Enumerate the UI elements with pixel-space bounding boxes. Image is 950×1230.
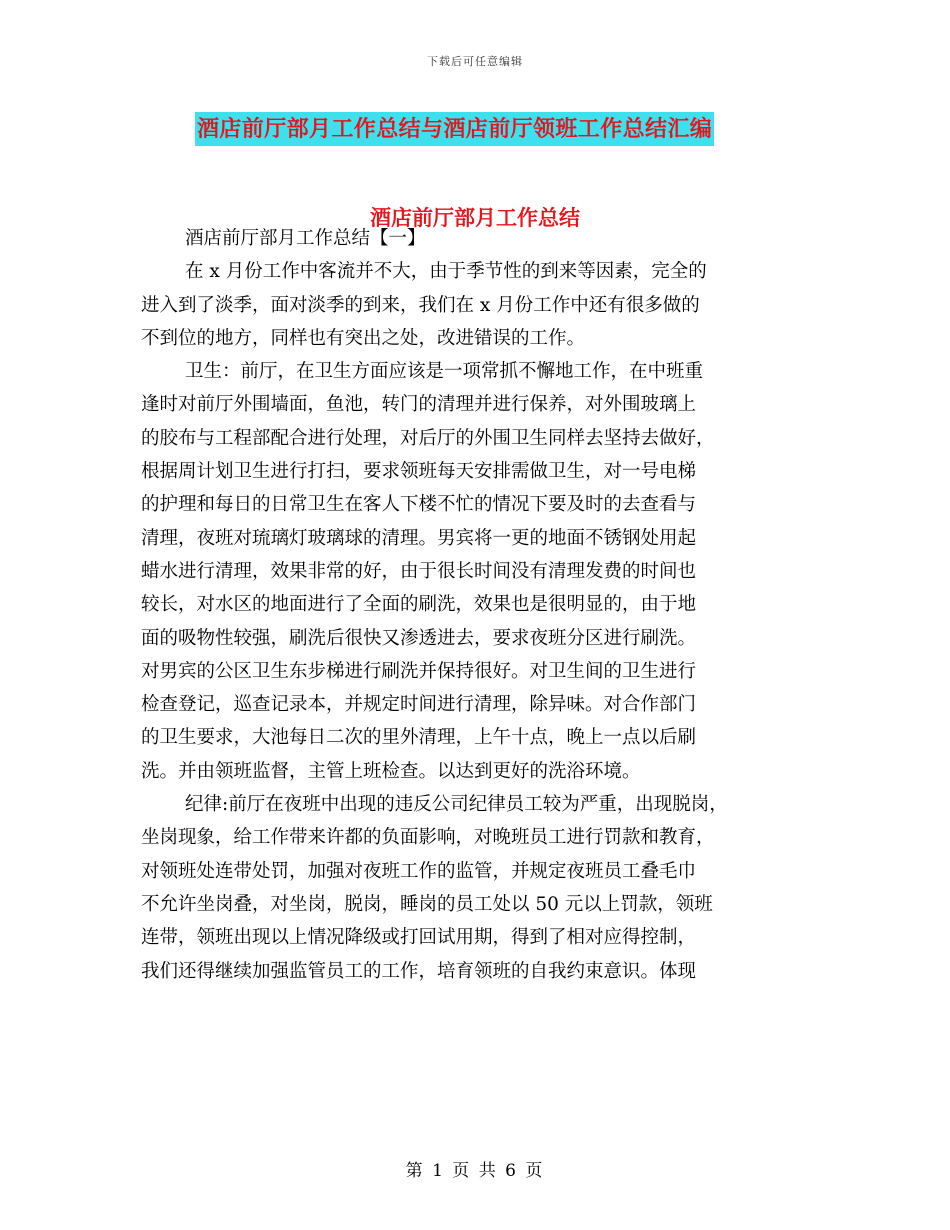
text-line: 连带，领班出现以上情况降级或打回试用期，得到了相对应得控制， (141, 927, 697, 949)
text-line: 蜡水进行清理，效果非常的好，由于很长时间没有清理发费的时间也 (141, 560, 697, 582)
text-line: 坐岗现象，给工作带来许都的负面影响，对晚班员工进行罚款和教育， (141, 827, 715, 849)
text-line: 对领班处连带处罚，加强对夜班工作的监管，并规定夜班员工叠毛巾 (141, 860, 697, 882)
text-line: 面的吸物性较强，刷洗后很快又渗透进去，要求夜班分区进行刷洗。 (141, 627, 697, 649)
text-line: 洗。并由领班监督，主管上班检查。以达到更好的洗浴环境。 (141, 760, 641, 782)
header-note: 下载后可任意编辑 (427, 55, 523, 68)
text-line: 根据周计划卫生进行打扫，要求领班每天安排需做卫生，对一号电梯 (141, 461, 697, 483)
section-title: 酒店前厅部月工作总结 (370, 205, 580, 230)
text-line: 酒店前厅部月工作总结【一】 (185, 228, 426, 249)
text-line: 的护理和每日的日常卫生在客人下楼不忙的情况下要及时的去查看与 (141, 494, 697, 516)
text-line: 进入到了淡季，面对淡季的到来，我们在 x 月份工作中还有很多做的 (141, 294, 700, 316)
text-line: 纪律:前厅在夜班中出现的违反公司纪律员工较为严重，出现脱岗， (185, 794, 728, 816)
text-line: 逢时对前厅外围墙面，鱼池，转门的清理并进行保养，对外围玻璃上 (141, 394, 697, 416)
text-line: 卫生：前厅，在卫生方面应该是一项常抓不懈地工作，在中班重 (185, 361, 704, 383)
text-line: 我们还得继续加强监管员工的工作，培育领班的自我约束意识。体现 (141, 960, 697, 982)
text-line: 清理，夜班对琉璃灯玻璃球的清理。男宾将一更的地面不锈钢处用起 (141, 527, 697, 549)
text-line: 对男宾的公区卫生东步梯进行刷洗并保持很好。对卫生间的卫生进行 (141, 660, 697, 682)
text-line: 不允许坐岗叠，对坐岗，脱岗，睡岗的员工处以 50 元以上罚款，领班 (141, 893, 713, 915)
text-line: 检查登记，巡查记录本，并规定时间进行清理，除异味。对合作部门 (141, 694, 697, 716)
text-line: 不到位的地方，同样也有突出之处，改进错误的工作。 (141, 327, 586, 349)
text-line: 较长，对水区的地面进行了全面的刷洗，效果也是很明显的，由于地 (141, 594, 697, 616)
main-title-container (195, 112, 801, 146)
document-body (141, 222, 821, 988)
text-line: 在 x 月份工作中客流并不大，由于季节性的到来等因素，完全的 (185, 261, 707, 283)
text-line: 的卫生要求，大池每日二次的里外清理，上午十点，晚上一点以后刷 (141, 727, 697, 749)
main-title: 酒店前厅部月工作总结与酒店前厅领班工作总结汇编 (195, 112, 714, 146)
text-line: 的胶布与工程部配合进行处理，对后厅的外围卫生同样去坚持去做好， (141, 427, 715, 449)
page-footer: 第 1 页 共 6 页 (405, 1161, 545, 1181)
